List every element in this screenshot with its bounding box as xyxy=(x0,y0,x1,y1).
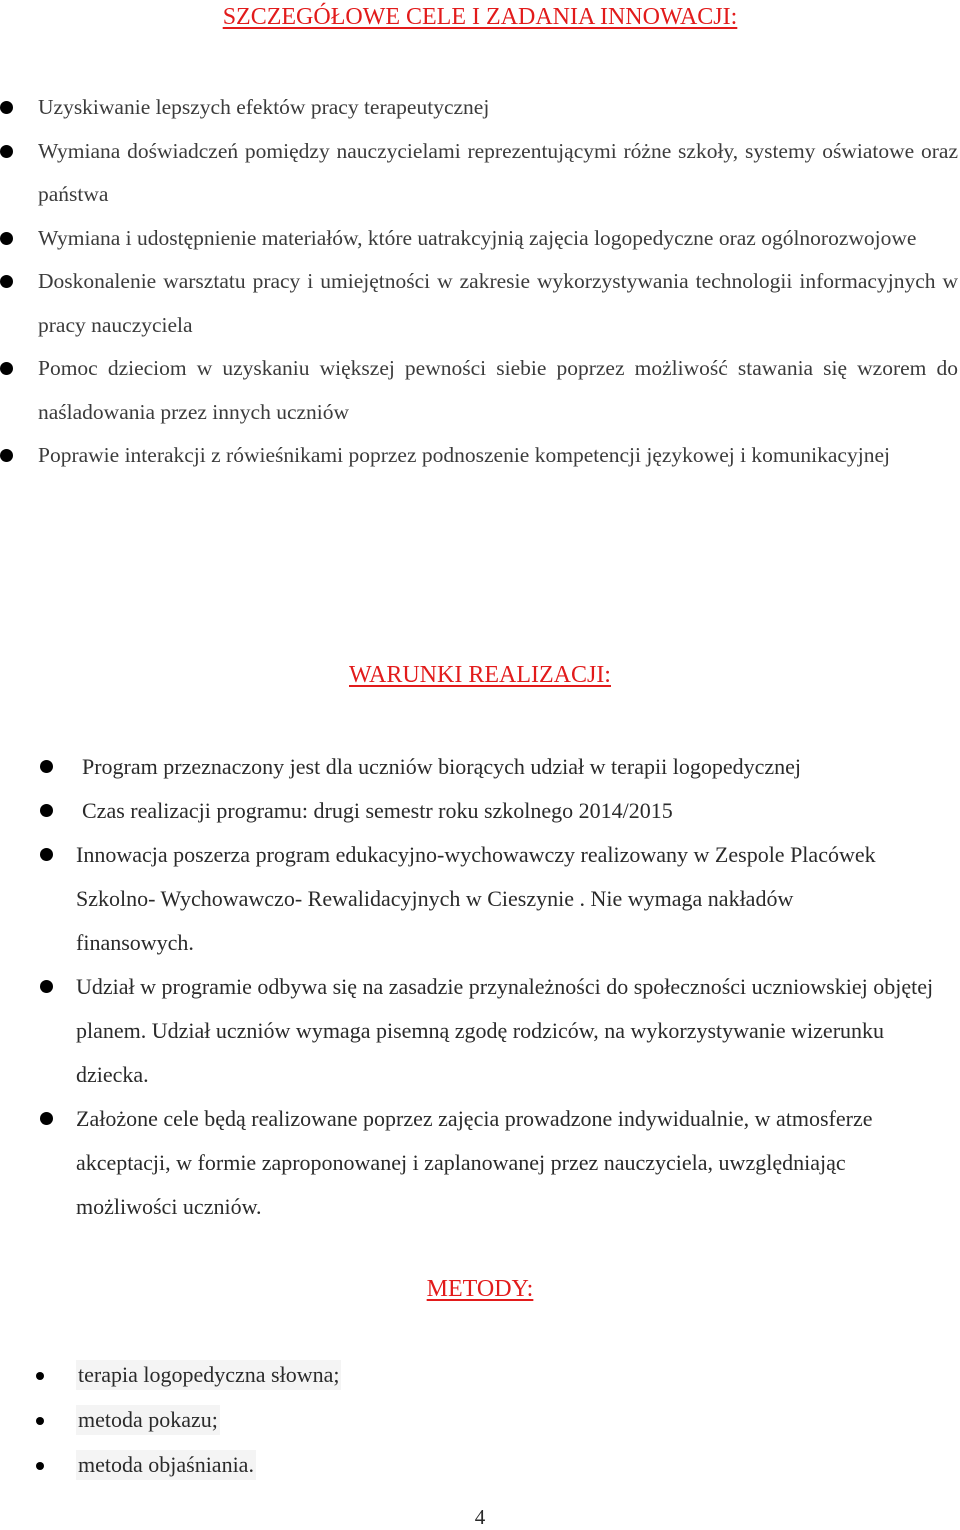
list-item-text: metoda pokazu; xyxy=(76,1405,220,1435)
list-item xyxy=(40,965,940,1097)
list-item xyxy=(0,217,960,261)
list-item-text: Innowacja poszerza program edukacyjno-wychowawczy realizowany w Zespole Placówek Szkolno- Wychowawczo- Rewalidacyjnych w Cieszynie . Nie wymaga nakładów finansowych. xyxy=(76,842,876,955)
list-item-text: Założone cele będą realizowane poprzez zajęcia prowadzone indywidualnie, w atmosferze akceptacji, w formie zaproponowanej i zaplanowanej przez nauczyciela, uwzględniając możliwości uczniów. xyxy=(76,1106,873,1219)
bullet-icon xyxy=(36,1372,44,1380)
bullet-icon xyxy=(40,1112,53,1125)
list-item-text: Wymiana i udostępnienie materiałów, które uatrakcyjnią zajęcia logopedyczne oraz ogólnorozwojowe xyxy=(38,225,917,250)
page-number: 4 xyxy=(474,1505,486,1529)
list-item xyxy=(0,260,960,347)
list-item xyxy=(0,130,960,217)
list-item xyxy=(0,86,960,130)
conditions-list xyxy=(40,745,940,1229)
list-item-text: Pomoc dzieciom w uzyskaniu większej pewności siebie poprzez możliwość stawania się wzorem do naśladowania przez innych uczniów xyxy=(38,356,958,424)
list-item-text: Poprawie interakcji z rówieśnikami poprzez podnoszenie kompetencji językowej i komunikacyjnej xyxy=(38,443,890,467)
list-item xyxy=(40,789,940,833)
bullet-icon xyxy=(0,362,13,375)
bullet-icon xyxy=(40,980,53,993)
bullet-icon xyxy=(0,145,13,158)
list-item xyxy=(40,1097,940,1229)
bullet-icon xyxy=(40,804,53,817)
list-item xyxy=(36,1450,636,1495)
list-item-text: terapia logopedyczna słowna; xyxy=(76,1360,341,1390)
list-item xyxy=(36,1360,636,1405)
methods-list xyxy=(36,1360,636,1495)
goals-heading: SZCZEGÓŁOWE CELE I ZADANIA INNOWACJI: xyxy=(222,4,738,30)
conditions-heading: WARUNKI REALIZACJI: xyxy=(349,662,611,688)
bullet-icon xyxy=(0,449,13,462)
list-item-text: Program przeznaczony jest dla uczniów biorących udział w terapii logopedycznej xyxy=(82,754,801,779)
list-item xyxy=(40,833,940,965)
list-item xyxy=(36,1405,636,1450)
bullet-icon xyxy=(36,1462,44,1470)
list-item xyxy=(0,347,960,434)
methods-heading: METODY: xyxy=(426,1276,534,1302)
list-item-text: Wymiana doświadczeń pomiędzy nauczycielami reprezentującymi różne szkoły, systemy oświatowe oraz państwa xyxy=(38,138,958,206)
bullet-icon xyxy=(0,101,13,114)
bullet-icon xyxy=(0,275,13,288)
list-item-text: Czas realizacji programu: drugi semestr roku szkolnego 2014/2015 xyxy=(82,798,673,823)
bullet-icon xyxy=(40,760,53,773)
list-item-text: Uzyskiwanie lepszych efektów pracy terapeutycznej xyxy=(38,95,490,119)
list-item xyxy=(40,745,940,789)
list-item-text: Udział w programie odbywa się na zasadzie przynależności do społeczności uczniowskiej objętej planem. Udział uczniów wymaga pisemną zgodę rodziców, na wykorzystywanie wizerunku dziecka. xyxy=(76,974,934,1087)
bullet-icon xyxy=(40,848,53,861)
list-item-text: metoda objaśniania. xyxy=(76,1450,256,1480)
bullet-icon xyxy=(0,232,13,245)
goals-list xyxy=(0,86,960,478)
list-item-text: Doskonalenie warsztatu pracy i umiejętności w zakresie wykorzystywania technologii informacyjnych w pracy nauczyciela xyxy=(38,269,958,337)
list-item xyxy=(0,434,960,478)
bullet-icon xyxy=(36,1417,44,1425)
